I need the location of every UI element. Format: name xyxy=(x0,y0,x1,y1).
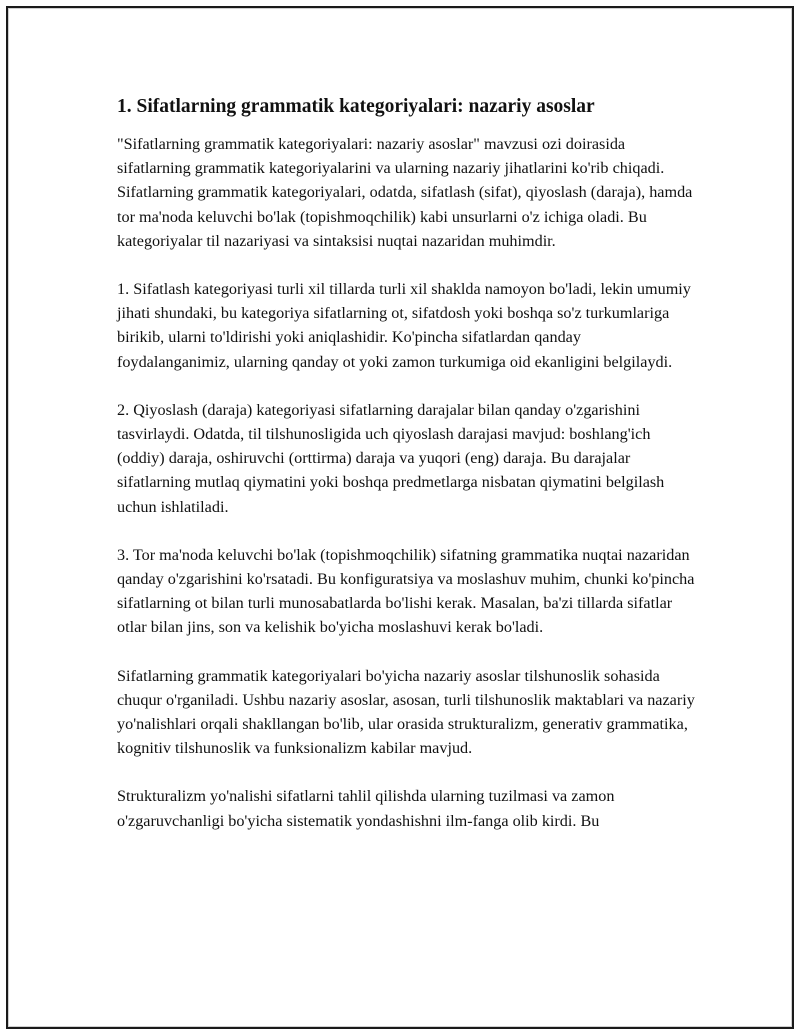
paragraph-point-2: 2. Qiyoslash (daraja) kategoriyasi sifatlarning darajalar bilan qanday o'zgarishini tasvirlaydi. Odatda, til tilshunosligida uch qiyoslash darajasi mavjud: boshlang'ich (oddiy) daraja, oshiruvchi (orttirma) daraja va yuqori (eng) daraja. Bu darajalar sifatlarning mutlaq qiymatini yoki boshqa predmetlarga nisbatan qiymatini belgilash uchun ishlatiladi. xyxy=(117,400,665,516)
paragraph-point-3: 3. Tor ma'noda keluvchi bo'lak (topishmoqchilik) sifatning grammatika nuqtai nazaridan qanday o'zgarishini ko'rsatadi. Bu konfiguratsiya va moslashuv muhim, chunki ko'pincha sifatlarning ot bilan turli munosabatlarda bo'lishi kerak. Masalan, ba'zi tillarda sifatlar otlar bilan jins, son va kelishik bo'yicha moslashuvi kerak bo'ladi. xyxy=(117,545,695,637)
document-body xyxy=(117,94,697,857)
paragraph-intro: "Sifatlarning grammatik kategoriyalari: nazariy asoslar" mavzusi ozi doirasida sifatlarning grammatik kategoriyalarini va ularning nazariy jihatlarini ko'rib chiqadi. Sifatlarning grammatik kategoriyalari, odatda, sifatlash (sifat), qiyoslash (daraja), hamda tor ma'noda keluvchi bo'lak (topishmoqchilik) kabi unsurlarni o'z ichiga oladi. Bu kategoriyalar til nazariyasi va sintaksisi nuqtai nazaridan muhimdir. xyxy=(117,135,693,250)
paragraph-point-1: 1. Sifatlash kategoriyasi turli xil tillarda turli xil shaklda namoyon bo'ladi, lekin umumiy jihati shundaki, bu kategoriya sifatlarning ot, sifatdosh yoki boshqa so'z turkumlariga birikib, ularni to'ldirishi yoki aniqlashidir. Ko'pincha sifatlardan qanday foydalanganimiz, ularning qanday ot yoki zamon turkumiga oid ekanligini belgilaydi. xyxy=(117,280,691,371)
section-heading: 1. Sifatlarning grammatik kategoriyalari: nazariy asoslar xyxy=(117,96,595,117)
paragraph-structuralism: Strukturalizm yo'nalishi sifatlarni tahlil qilishda ularning tuzilmasi va zamon o'zgaruvchanligi bo'yicha sistematik yondashishni ilm-fanga olib kirdi. Bu xyxy=(117,787,615,830)
paragraph-theory: Sifatlarning grammatik kategoriyalari bo'yicha nazariy asoslar tilshunoslik sohasida chuqur o'rganiladi. Ushbu nazariy asoslar, asosan, turli tilshunoslik maktablari va nazariy yo'nalishlari orqali shakllangan bo'lib, ular orasida strukturalizm, generativ grammatika, kognitiv tilshunoslik va funksionalizm kabilar mavjud. xyxy=(117,666,695,758)
